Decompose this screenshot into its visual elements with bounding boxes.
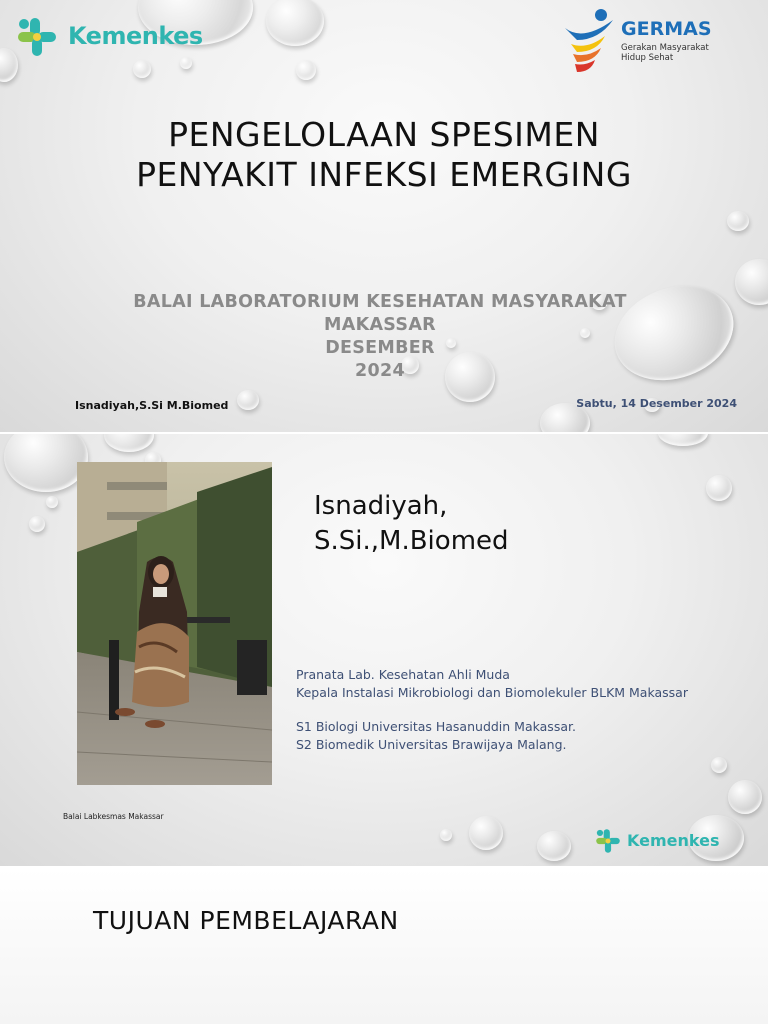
speaker-name-line: S.Si.,M.Biomed: [314, 526, 509, 556]
germas-subtitle-line: Gerakan Masyarakat: [621, 43, 709, 53]
speaker-name: [314, 489, 509, 559]
kemenkes-footer-logo: [595, 828, 621, 858]
profile-photo-image: [77, 462, 272, 785]
water-drop: [735, 259, 768, 305]
water-drop: [180, 57, 192, 69]
water-drop: [237, 390, 259, 410]
author-name: Isnadiyah,S.Si M.Biomed: [75, 399, 229, 412]
speaker-name-line: Isnadiyah,: [314, 491, 448, 521]
water-drop: [711, 757, 727, 773]
kemenkes-logo-icon: [595, 828, 621, 854]
subtitle-line: MAKASSAR: [324, 315, 436, 335]
kemenkes-logo-text: Kemenkes: [68, 22, 203, 50]
footer-caption: Balai Labkesmas Makassar: [63, 812, 164, 821]
water-drop: [727, 211, 749, 231]
water-drop: [296, 60, 316, 80]
presentation-title: [0, 115, 768, 195]
education-line: S2 Biomedik Universitas Brawijaya Malang.: [296, 737, 567, 752]
kemenkes-logo-icon: [16, 16, 58, 58]
subtitle-line: BALAI LABORATORIUM KESEHATAN MASYARAKAT: [133, 292, 627, 312]
germas-logo: [563, 6, 621, 78]
kemenkes-footer-logo-text: Kemenkes: [627, 831, 720, 850]
title-line: PENYAKIT INFEKSI EMERGING: [136, 155, 632, 194]
germas-title: GERMAS: [621, 18, 712, 40]
germas-subtitle-line: Hidup Sehat: [621, 53, 674, 63]
profile-photo: [77, 462, 272, 785]
subtitle-line: DESEMBER: [325, 338, 435, 358]
water-drop: [133, 60, 151, 78]
water-drop: [29, 516, 45, 532]
germas-subtitle: [621, 43, 709, 63]
presentation-date: Sabtu, 14 Desember 2024: [576, 397, 737, 410]
position-line: Pranata Lab. Kesehatan Ahli Muda: [296, 667, 510, 682]
kemenkes-logo: [16, 16, 58, 62]
water-drop: [537, 831, 571, 861]
position-line: Kepala Instalasi Mikrobiologi dan Biomolekuler BLKM Makassar: [296, 685, 688, 700]
education-line: S1 Biologi Universitas Hasanuddin Makassar.: [296, 719, 576, 734]
water-drop: [266, 0, 324, 46]
water-drop: [46, 496, 58, 508]
water-drop: [658, 434, 708, 446]
title-line: PENGELOLAAN SPESIMEN: [168, 115, 600, 154]
water-drop: [4, 434, 88, 492]
title-slide: [0, 0, 768, 432]
speaker-position: [296, 666, 688, 702]
water-drop: [440, 829, 452, 841]
presentation-subtitle: [60, 291, 700, 383]
water-drop: [728, 780, 762, 814]
objectives-title: TUJUAN PEMBELAJARAN: [93, 906, 399, 935]
water-drop: [104, 434, 154, 452]
water-drop: [706, 475, 732, 501]
water-drop: [469, 816, 503, 850]
germas-logo-icon: [563, 6, 621, 74]
speaker-education: [296, 718, 576, 754]
subtitle-line: 2024: [355, 361, 405, 381]
profile-slide: [0, 434, 768, 866]
objectives-slide: [0, 868, 768, 1024]
